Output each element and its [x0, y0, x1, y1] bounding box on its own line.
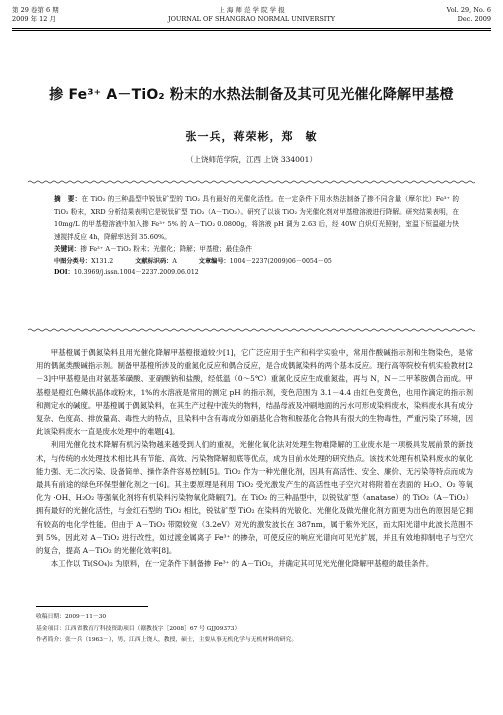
keywords — [54, 243, 459, 256]
abstract-block — [54, 193, 459, 278]
body-paragraph-1: 甲基橙属于偶氮染料且用光催化降解甲基橙报道较少[1]，它广泛应用于生产和科学实验中，常用作酸碱指示剂和生物染色，是常用的偶氮类酸碱指示剂。制备甲基橙所涉及的重氮化反应和偶合反应，是合成偶氮染料的两个基本反应。现行高等院校有机实验教材[2－3]中甲基橙是由对氨基苯磺酸、亚硝酸钠和盐酸，经低温（0～5℃）重氮化反应生成重氮盐，再与 N，N－二甲苯胺偶合而成。甲基橙是橙红色鳞状晶体或粉末，1%的水溶液是常用的测定 pH 的指示剂，变色范围为 3.1－4.4 由红色变黄色，也用作滴定的指示剂和测定水的碱度。甲基橙属于偶氮染料，在其生产过程中流失的物料，结晶母液及冲刷地面的污水可形成染料废水，染料废水具有成分复杂、色度高、排放量高、毒性大的特点，且染料中含有毒成分如硝基化合物和胺基化合物具有很大的生物毒性，严重污染了环境，因此该染料废水一直是废水处理中的难题[4]。 — [36, 348, 473, 437]
header-right — [447, 6, 491, 24]
wavy-divider-top — [28, 180, 475, 184]
author-bio: 作者简介：张一兵（1963－），男，江西上饶人，教授，硕士，主要从事无机化学与无机材料的研究。 — [36, 637, 298, 643]
body-paragraph-3: 本工作以 Ti(SO₄)₂ 为原料，在一定条件下制备掺 Fe³⁺ 的 A－TiO₂，并确定其可见光光催化降解甲基橙的最佳条件。 — [50, 559, 434, 569]
journal-header — [12, 6, 491, 36]
header-center — [12, 6, 491, 24]
received-date: 收稿日期：2009－11－30 — [36, 614, 107, 620]
wavy-divider-bottom — [28, 328, 475, 332]
header-rule-thin — [12, 30, 491, 31]
keywords-label: 关键词： — [54, 245, 81, 253]
header-rule-thick — [12, 28, 491, 29]
footnote — [36, 612, 473, 647]
doccode-label: 文献标识码： — [135, 257, 173, 265]
article-body — [36, 346, 473, 570]
doi-label: DOI： — [54, 268, 74, 276]
affiliation: （上饶师范学院，江西 上饶 334001） — [186, 155, 317, 164]
volume-issue: 第 29 卷第 6 期 — [12, 6, 59, 14]
footnote-rule — [36, 606, 148, 607]
doi-line — [54, 267, 459, 278]
abstract — [54, 193, 459, 243]
article-no-value: 1004－2237(2009)06－0054－05 — [229, 257, 332, 265]
journal-name-cn: 上 海 师 范 学 院 学 报 — [218, 6, 285, 14]
abstract-label: 摘 要： — [54, 195, 82, 203]
authors: 张一兵，蒋荣彬，郑 敏 — [185, 130, 318, 143]
classification-line — [54, 256, 459, 267]
keywords-text: 掺 Fe³⁺ A－TiO₂ 粉末；光催化；降解；甲基橙；最佳条件 — [80, 245, 253, 253]
doccode-value: A — [172, 257, 177, 265]
article-title: 掺 Fe³⁺ A－TiO₂ 粉末的水热法制备及其可见光催化降解甲基橙 — [49, 87, 454, 103]
body-paragraph-2: 利用光催化技术降解有机污染物越来越受到人们的重视，光催化氧化法对处理生物难降解的工业废水是一项极具发展前景的新技术，与传统的水处理技术相比具有节能、高效、污染物降解彻底等优点，成为目前水处理的研究热点。该技术处理有机染料废水的氧化能力强、无二次污染、设备简单、操作条件容易控制[5]。TiO₂ 作为一种光催化剂，因具有高活性、安全、廉价、无污染等特点而成为最具有前途的绿色环保型催化剂之一[6]。其主要原理是利用 TiO₂ 受光激发产生的高活性电子空穴对将附着在表面的 H₂O、O₂ 等氧化为 ·OH、H₂O₂ 等强氧化剂将有机染料污染物氧化降解[7]。在 TiO₂ 的三种晶型中，以锐钛矿型（anatase）的 TiO₂（A－TiO₂）拥有最好的光催化活性，与金红石型的 TiO₂ 相比，锐钛矿型 TiO₂ 在染料的光敏化、光催化及做光催化剂方面更为出色的原因是它拥有较高的电化学性能。但由于 A－TiO₂ 带隙较宽（3.2eV）对光的激发波长在 387nm，属于紫外光区，而太阳光谱中此波长范围不到 5%，因此对 A－TiO₂ 进行改性，如过渡金属离子 Fe³⁺ 的掺杂，可使反应的响应光谱向可见光扩展，并且有效地抑制电子与空穴的复合，提高 A－TiO₂ 的光催化效率[8]。 — [36, 440, 473, 556]
issue-date: 2009 年 12 月 — [12, 15, 57, 23]
abstract-text: 在 TiO₂ 的三种晶型中锐钛矿型的 TiO₂ 具有最好的光催化活性。在一定条件下用水热法制备了掺不同含量（摩尔比）Fe³⁺ 的 TiO₂ 粉末，XRD 分析结果表明它是锐钛矿型 TiO₂（A－TiO₂）。研究了以该 TiO₂ 为光催化剂对甲基橙溶液进行降解。研究结果表明，在 10mg/L 的甲基橙溶液中加入掺 Fe³⁺ 5% 的 A－TiO₂ 0.0800g，将溶液 pH 调为 2.63 后，经 40W 白炽灯光照射，室温下恒温磁力快速搅拌反应 4h，降解率达到 35.60%。 — [54, 195, 459, 241]
volume-issue-en: Vol. 29, No. 6 — [446, 6, 491, 14]
issue-date-en: Dec. 2009 — [457, 15, 491, 23]
fund-info: 基金项目：江西省教育厅科技资助项目（赣教技字［2008］67 号 GJJ09373） — [36, 625, 241, 632]
article-no-label: 文章编号： — [198, 257, 230, 265]
journal-name-en: JOURNAL OF SHANGRAO NORMAL UNIVERSITY — [167, 15, 335, 23]
doi-value: 10.3969/j.issn.1004－2237.2009.06.012 — [73, 268, 199, 276]
clc-value: X131.2 — [91, 257, 114, 265]
clc-label: 中图分类号： — [54, 257, 92, 265]
